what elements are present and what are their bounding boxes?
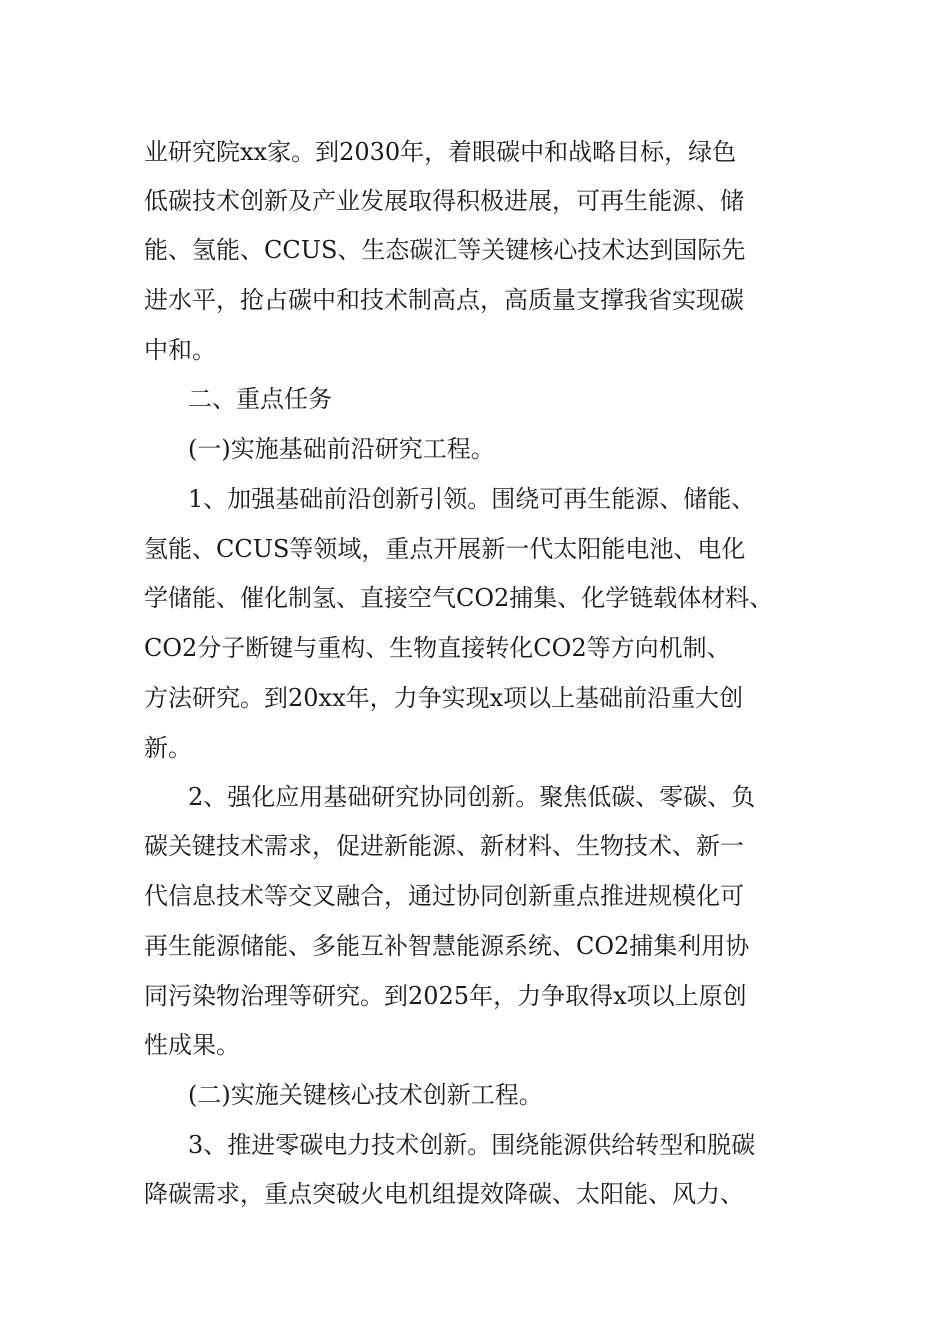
paragraph-line: 1、加强基础前沿创新引领。围绕可再生能源、储能、: [188, 485, 756, 513]
paragraph-line: 新。: [144, 734, 192, 762]
paragraph-line: 代信息技术等交叉融合，通过协同创新重点推进规模化可: [144, 882, 744, 910]
paragraph-line: 进水平，抢占碳中和技术制高点，高质量支撑我省实现碳: [144, 286, 744, 314]
paragraph-line: 能、氢能、CCUS、生态碳汇等关键核心技术达到国际先: [144, 236, 746, 264]
paragraph-line: 低碳技术创新及产业发展取得积极进展，可再生能源、储: [144, 187, 744, 215]
paragraph-line: 氢能、CCUS等领域，重点开展新一代太阳能电池、电化: [144, 535, 746, 563]
paragraph-line: CO2分子断键与重构、生物直接转化CO2等方向机制、: [144, 634, 731, 662]
subsection-heading: (二)实施关键核心技术创新工程。: [188, 1081, 543, 1109]
paragraph-line: 中和。: [144, 336, 216, 364]
paragraph-line: 同污染物治理等研究。到2025年，力争取得x项以上原创: [144, 982, 747, 1010]
paragraph-line: 学储能、催化制氢、直接空气CO2捕集、化学链载体材料、: [144, 584, 774, 612]
paragraph-line: 方法研究。到20xx年，力争实现x项以上基础前沿重大创: [144, 684, 744, 712]
section-heading: 二、重点任务: [188, 385, 332, 413]
paragraph-line: 3、推进零碳电力技术创新。围绕能源供给转型和脱碳: [188, 1131, 756, 1159]
paragraph-line: 降碳需求，重点突破火电机组提效降碳、太阳能、风力、: [144, 1180, 744, 1208]
paragraph-line: 再生能源储能、多能互补智慧能源系统、CO2捕集利用协: [144, 932, 750, 960]
paragraph-line: 2、强化应用基础研究协同创新。聚焦低碳、零碳、负: [188, 783, 756, 811]
paragraph-line: 性成果。: [144, 1031, 240, 1059]
paragraph-line: 业研究院xx家。到2030年，着眼碳中和战略目标，绿色: [144, 138, 737, 166]
subsection-heading: (一)实施基础前沿研究工程。: [188, 435, 495, 463]
paragraph-line: 碳关键技术需求，促进新能源、新材料、生物技术、新一: [144, 832, 744, 860]
